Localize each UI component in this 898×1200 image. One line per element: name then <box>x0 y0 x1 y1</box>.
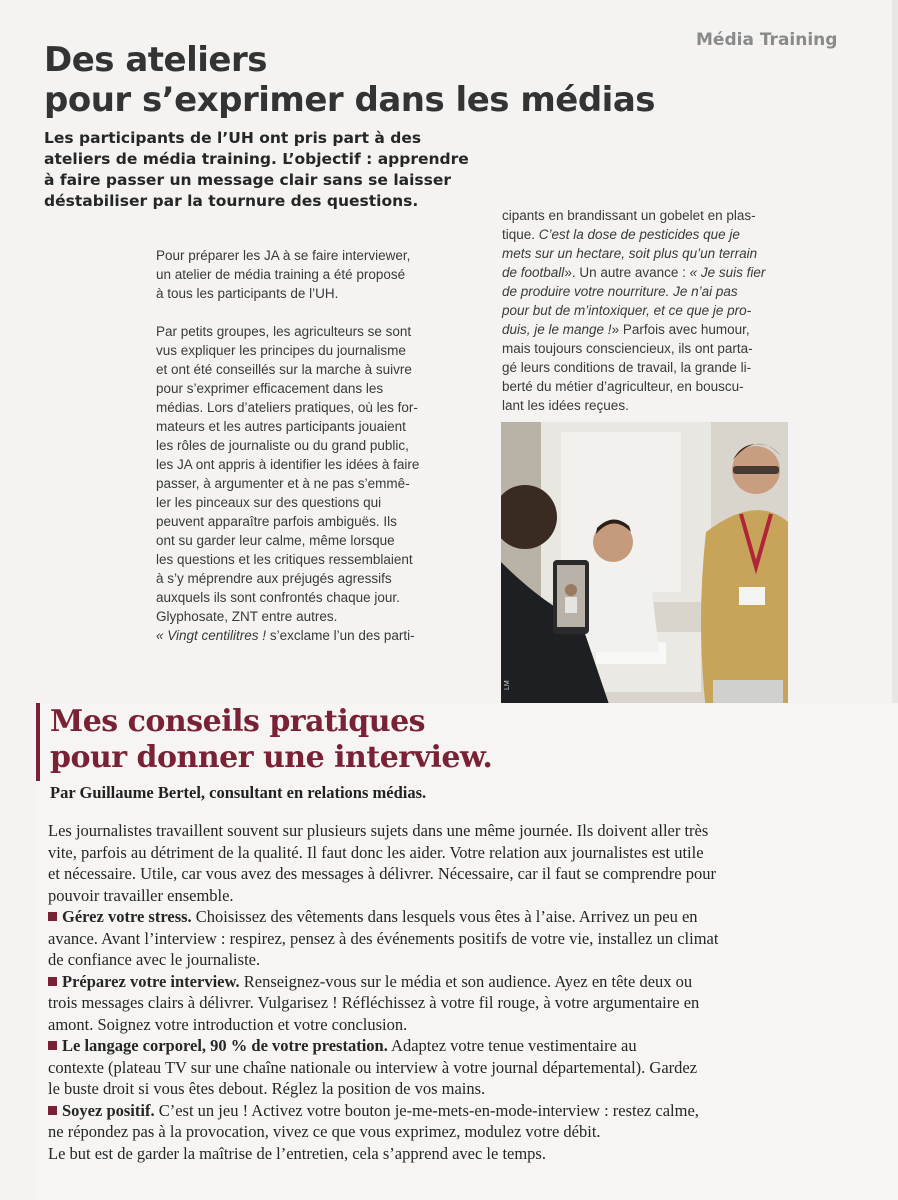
tip-title: Préparez votre interview. <box>62 971 240 991</box>
text-line: lant les idées reçues. <box>502 398 629 413</box>
text-line: ont su garder leur calme, même lorsque <box>156 533 395 548</box>
text-line: les JA ont appris à identifier les idées à faire <box>156 457 420 472</box>
text-line <box>502 244 792 263</box>
text-line <box>502 263 792 282</box>
text-fragment: ». Un autre avance : <box>564 265 690 280</box>
text-line <box>156 626 446 645</box>
text-line: ne répondez pas à la provocation, vivez ce que vous exprimez, modulez votre débit. <box>48 1122 601 1141</box>
photo-illustration <box>501 422 788 710</box>
text-line: Glyphosate, ZNT entre autres. <box>156 609 338 624</box>
text-line: Par petits groupes, les agriculteurs se sont <box>156 324 412 339</box>
tip-title: Gérez votre stress. <box>62 907 192 926</box>
text-line: les rôles de journaliste ou du grand public, <box>156 438 409 453</box>
article-column-left <box>156 246 446 664</box>
text-fragment: » Parfois avec humour, <box>611 322 750 337</box>
paragraph <box>156 246 446 303</box>
text-fragment: tique. <box>502 227 539 242</box>
text-line: à tous les participants de l’UH. <box>156 286 339 301</box>
text-line: contexte (plateau TV sur une chaîne nationale ou interview à votre journal départemental). Gardez <box>48 1057 698 1077</box>
quote: de produire votre nourriture. Je n’ai pas <box>502 284 738 299</box>
lead-line: à faire passer un message clair sans se laisser <box>44 171 452 189</box>
advice-body <box>48 820 848 1164</box>
article-column-right <box>502 206 792 415</box>
text-line: le buste droit si vous êtes debout. Réglez la position de vos mains. <box>48 1079 486 1098</box>
article-lead <box>44 128 484 212</box>
quote: C’est la dose de pesticides que je <box>538 227 740 242</box>
text-line: ler les pinceaux sur des questions qui <box>156 495 382 510</box>
text-fragment: Choisissez des vêtements dans lesquels vous êtes à l’aise. Arrivez un peu en <box>191 907 698 926</box>
tip-line <box>48 1035 848 1057</box>
tip-line <box>48 971 848 993</box>
text-line: pouvoir travailler ensemble. <box>48 885 234 905</box>
advice-title <box>50 704 650 776</box>
text-line: gé leurs conditions de travail, la grande li- <box>502 360 752 375</box>
text-line: amont. Soignez votre introduction et votre conclusion. <box>48 1014 408 1034</box>
text-fragment: Renseignez-vous sur le média et son audience. Ayez en tête deux ou <box>239 971 693 991</box>
text-line: et ont été conseillés sur la marche à suivre <box>156 362 412 377</box>
paragraph <box>156 322 446 645</box>
byline: Par Guillaume Bertel, consultant en relations médias. <box>50 783 427 802</box>
text-line: Les journalistes travaillent souvent sur plusieurs sujets dans une même journée. Ils doivent aller très <box>48 821 709 840</box>
section-label: Média Training <box>696 30 838 50</box>
title-line: Des ateliers <box>44 40 267 80</box>
lead-line: déstabiliser par la tournure des questions. <box>44 192 419 210</box>
text-line: cipants en brandissant un gobelet en plas- <box>502 208 756 223</box>
text-fragment: C’est un jeu ! Activez votre bouton je-me-mets-en-mode-interview : restez calme, <box>154 1100 699 1120</box>
text-line: pour s’exprimer efficacement dans les <box>156 381 384 396</box>
square-bullet-icon <box>48 977 57 986</box>
quote: duis, je le mange ! <box>502 322 612 337</box>
text-line <box>502 320 792 339</box>
text-line: avance. Avant l’interview : respirez, pensez à des événements positifs de votre vie, installez un climat <box>48 928 719 948</box>
quote: « Je suis fier <box>689 265 766 280</box>
text-line <box>502 301 792 320</box>
quote: « Vingt centilitres ! <box>156 628 267 643</box>
quote: mets sur un hectare, soit plus qu’un terrain <box>502 246 758 261</box>
tip-title: Soyez positif. <box>62 1100 155 1120</box>
text-line: vus expliquer les principes du journalisme <box>156 343 406 358</box>
article-title <box>44 40 764 120</box>
text-line: et nécessaire. Utile, car vous avez des messages à délivrer. Nécessaire, car il faut se comprendre pour <box>48 864 716 883</box>
article-photo <box>501 422 788 710</box>
square-bullet-icon <box>48 1041 57 1050</box>
text-fragment: Adaptez votre tenue vestimentaire au <box>387 1036 637 1055</box>
text-line: à s’y méprendre aux préjugés agressifs <box>156 571 392 586</box>
tip-title: Le langage corporel, 90 % de votre prestation. <box>62 1036 388 1055</box>
text-line: passer, à argumenter et à ne pas s’emmê- <box>156 476 410 491</box>
text-line: peuvent apparaître parfois ambiguës. Ils <box>156 514 397 529</box>
text-line: un atelier de média training a été proposé <box>156 267 406 282</box>
text-line: les questions et les critiques ressemblaient <box>156 552 413 567</box>
text-line: mateurs et les autres participants jouaient <box>156 419 406 434</box>
square-bullet-icon <box>48 912 57 921</box>
quote: pour but de m’intoxiquer, et ce que je pro- <box>502 303 752 318</box>
text-line: auxquels ils sont confrontés chaque jour. <box>156 590 400 605</box>
text-line: Pour préparer les JA à se faire interviewer, <box>156 248 411 263</box>
quote: de football <box>502 265 565 280</box>
square-bullet-icon <box>48 1106 57 1115</box>
text-line: vite, parfois au détriment de la qualité. Il faut donc les aider. Votre relation aux journalistes est utile <box>48 842 704 862</box>
lead-line: ateliers de média training. L’objectif : apprendre <box>44 150 469 168</box>
text-line: de confiance avec le journaliste. <box>48 950 261 969</box>
text-line <box>502 282 792 301</box>
text-line <box>502 225 792 244</box>
tip-line <box>48 1100 848 1122</box>
text-line: mais toujours consciencieux, ils ont parta- <box>502 341 753 356</box>
title-line: pour s’exprimer dans les médias <box>44 80 656 120</box>
tip-line <box>48 906 848 928</box>
photo-credit: LM <box>504 680 511 690</box>
text-fragment: s’exclame l’un des parti- <box>266 628 415 643</box>
text-line: berté du métier d’agriculteur, en bouscu- <box>502 379 744 394</box>
lead-line: Les participants de l’UH ont pris part à des <box>44 129 422 147</box>
text-line: médias. Lors d’ateliers pratiques, où les for- <box>156 400 418 415</box>
text-line: trois messages clairs à délivrer. Vulgarisez ! Réfléchissez à votre fil rouge, à votre argumentaire en <box>48 993 700 1012</box>
accent-bar <box>36 703 40 781</box>
title-line: Mes conseils pratiques <box>50 704 426 739</box>
closing-line: Le but est de garder la maîtrise de l’entretien, cela s’apprend avec le temps. <box>48 1143 546 1163</box>
title-line: pour donner une interview. <box>50 740 493 775</box>
